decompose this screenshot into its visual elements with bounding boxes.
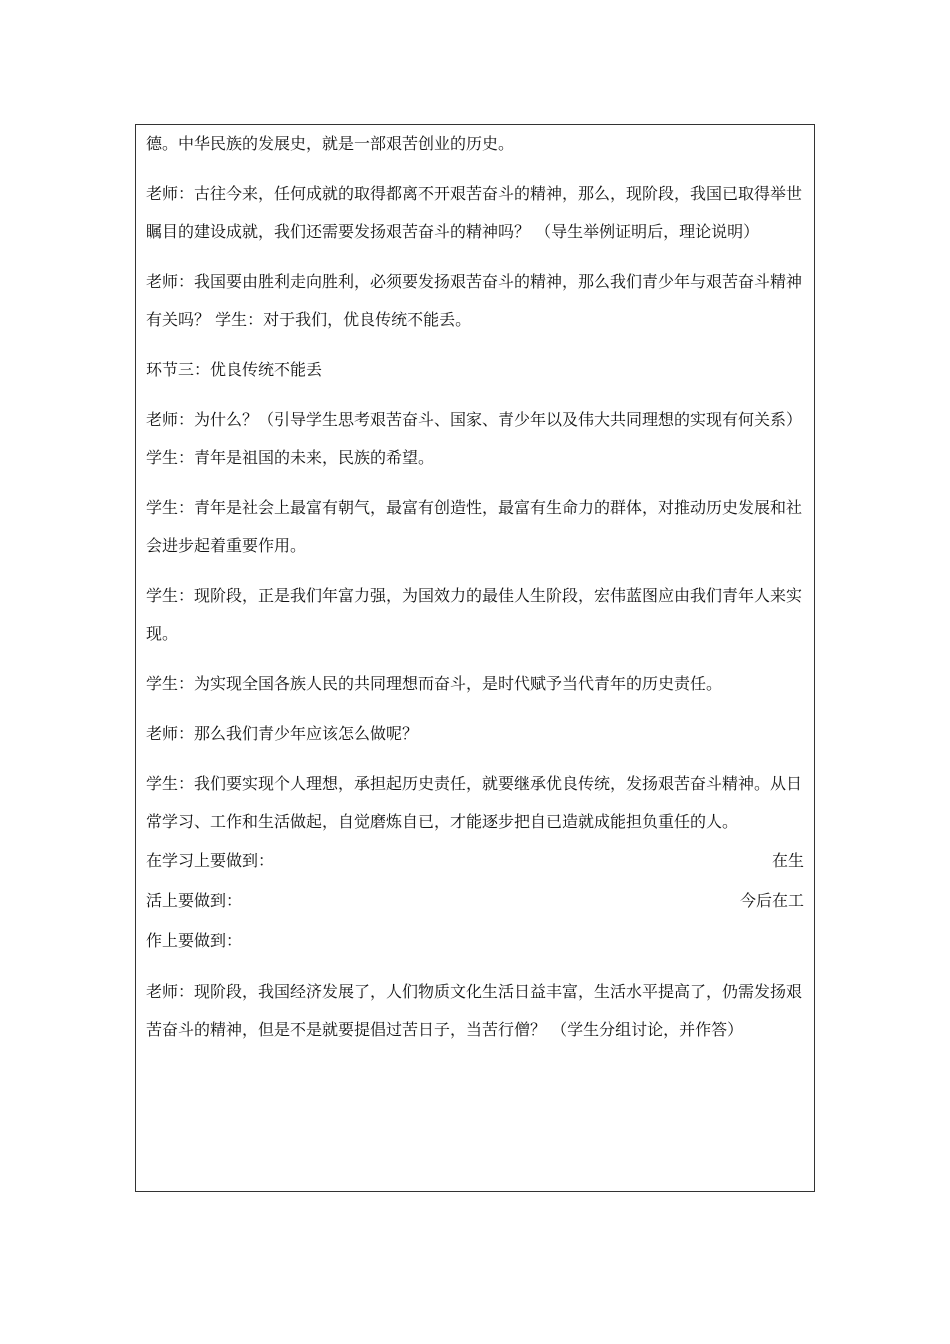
paragraph-3: 老师：我国要由胜利走向胜利，必须要发扬艰苦奋斗的精神，那么我们青少年与艰苦奋斗精神有关吗？ 学生：对于我们，优良传统不能丢。 (146, 272, 803, 329)
spacer (146, 251, 804, 263)
paragraph-11: 老师：现阶段，我国经济发展了，人们物质文化生活日益丰富，生活水平提高了，仍需发扬艰苦奋斗的精神，但是不是就要提倡过苦日子，当苦行僧？ （学生分组讨论，并作答） (146, 982, 803, 1039)
spacer (146, 653, 804, 665)
fill-line-life-label-end: 活上要做到： (146, 891, 243, 910)
paragraph-8: 学生：为实现全国各族人民的共同理想而奋斗，是时代赋予当代青年的历史责任。 (146, 674, 723, 693)
document-content (146, 125, 804, 1049)
paragraph-7: 学生：现阶段，正是我们年富力强，为国效力的最佳人生阶段，宏伟蓝图应由我们青年人来实现。 (146, 586, 803, 643)
fill-line-work-label-end: 作上要做到： (146, 931, 243, 950)
fill-line-work-label-start: 今后在工 (739, 891, 804, 910)
paragraph-5: 老师：为什么？（引导学生思考艰苦奋斗、国家、青少年以及伟大共同理想的实现有何关系） 学生：青年是祖国的未来，民族的希望。 (146, 410, 803, 467)
paragraph-2: 老师：古往今来，任何成就的取得都离不开艰苦奋斗的精神，那么，现阶段，我国已取得举世瞩目的建设成就，我们还需要发扬艰苦奋斗的精神吗？ （导生举例证明后，理论说明） (146, 184, 803, 241)
fill-line-study (146, 841, 804, 881)
document-frame (135, 124, 815, 1192)
spacer (146, 339, 804, 351)
spacer (146, 703, 804, 715)
paragraph-6: 学生：青年是社会上最富有朝气，最富有创造性，最富有生命力的群体，对推动历史发展和社会进步起着重要作用。 (146, 498, 803, 555)
fill-line-life (146, 881, 804, 921)
spacer (146, 565, 804, 577)
spacer (146, 477, 804, 489)
spacer (146, 389, 804, 401)
spacer (146, 753, 804, 765)
fill-line-life-label-start: 在生 (771, 851, 804, 870)
fill-line-study-label: 在学习上要做到： (146, 851, 275, 870)
paragraph-9: 老师：那么我们青少年应该怎么做呢？ (146, 724, 419, 743)
fill-line-work (146, 921, 804, 961)
paragraph-10: 学生：我们要实现个人理想，承担起历史责任，就要继承优良传统，发扬艰苦奋斗精神。从日常学习、工作和生活做起，自觉磨炼自已，才能逐步把自已造就成能担负重任的人。 (146, 774, 803, 831)
spacer (146, 163, 804, 175)
section-heading-3: 环节三：优良传统不能丢 (146, 360, 323, 379)
spacer (146, 961, 804, 973)
paragraph-1: 德。中华民族的发展史，就是一部艰苦创业的历史。 (146, 134, 515, 153)
